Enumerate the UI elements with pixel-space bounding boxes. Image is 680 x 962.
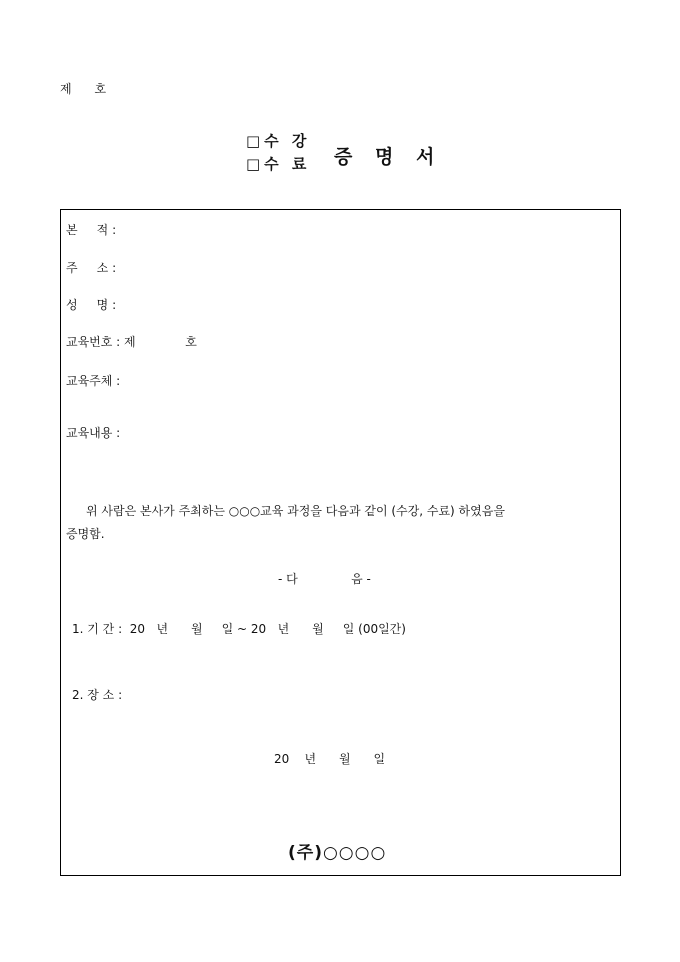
company-name: (주)○○○○ xyxy=(288,843,387,863)
field-edu-content: 교육내용 : xyxy=(66,426,121,440)
field-edu-number: 교육번호 : 제 호 xyxy=(66,335,197,349)
issue-date: 20 년 월 일 xyxy=(274,752,386,766)
statement-line-2: 증명함. xyxy=(66,527,105,541)
statement-line-1: 위 사람은 본사가 주최하는 ○○○교육 과정을 다음과 같이 (수강, 수료) 하였음을 xyxy=(86,504,505,518)
certificate-body-box xyxy=(60,209,621,876)
option-attendance-checkbox[interactable]: □수 강 xyxy=(246,132,311,150)
title-main: 증 명 서 xyxy=(334,146,443,168)
da-eum-heading: - 다 음 - xyxy=(278,572,371,586)
field-hometown: 본 적 : xyxy=(66,223,117,237)
item-place: 2. 장 소 : xyxy=(72,688,123,702)
option-completion-checkbox[interactable]: □수 료 xyxy=(246,155,311,173)
field-name: 성 명 : xyxy=(66,298,117,312)
document-number-label: 제 호 xyxy=(60,82,107,96)
field-address: 주 소 : xyxy=(66,261,117,275)
item-period: 1. 기 간 : 20 년 월 일 ~ 20 년 월 일 (00일간) xyxy=(72,622,406,636)
field-edu-host: 교육주체 : xyxy=(66,374,121,388)
